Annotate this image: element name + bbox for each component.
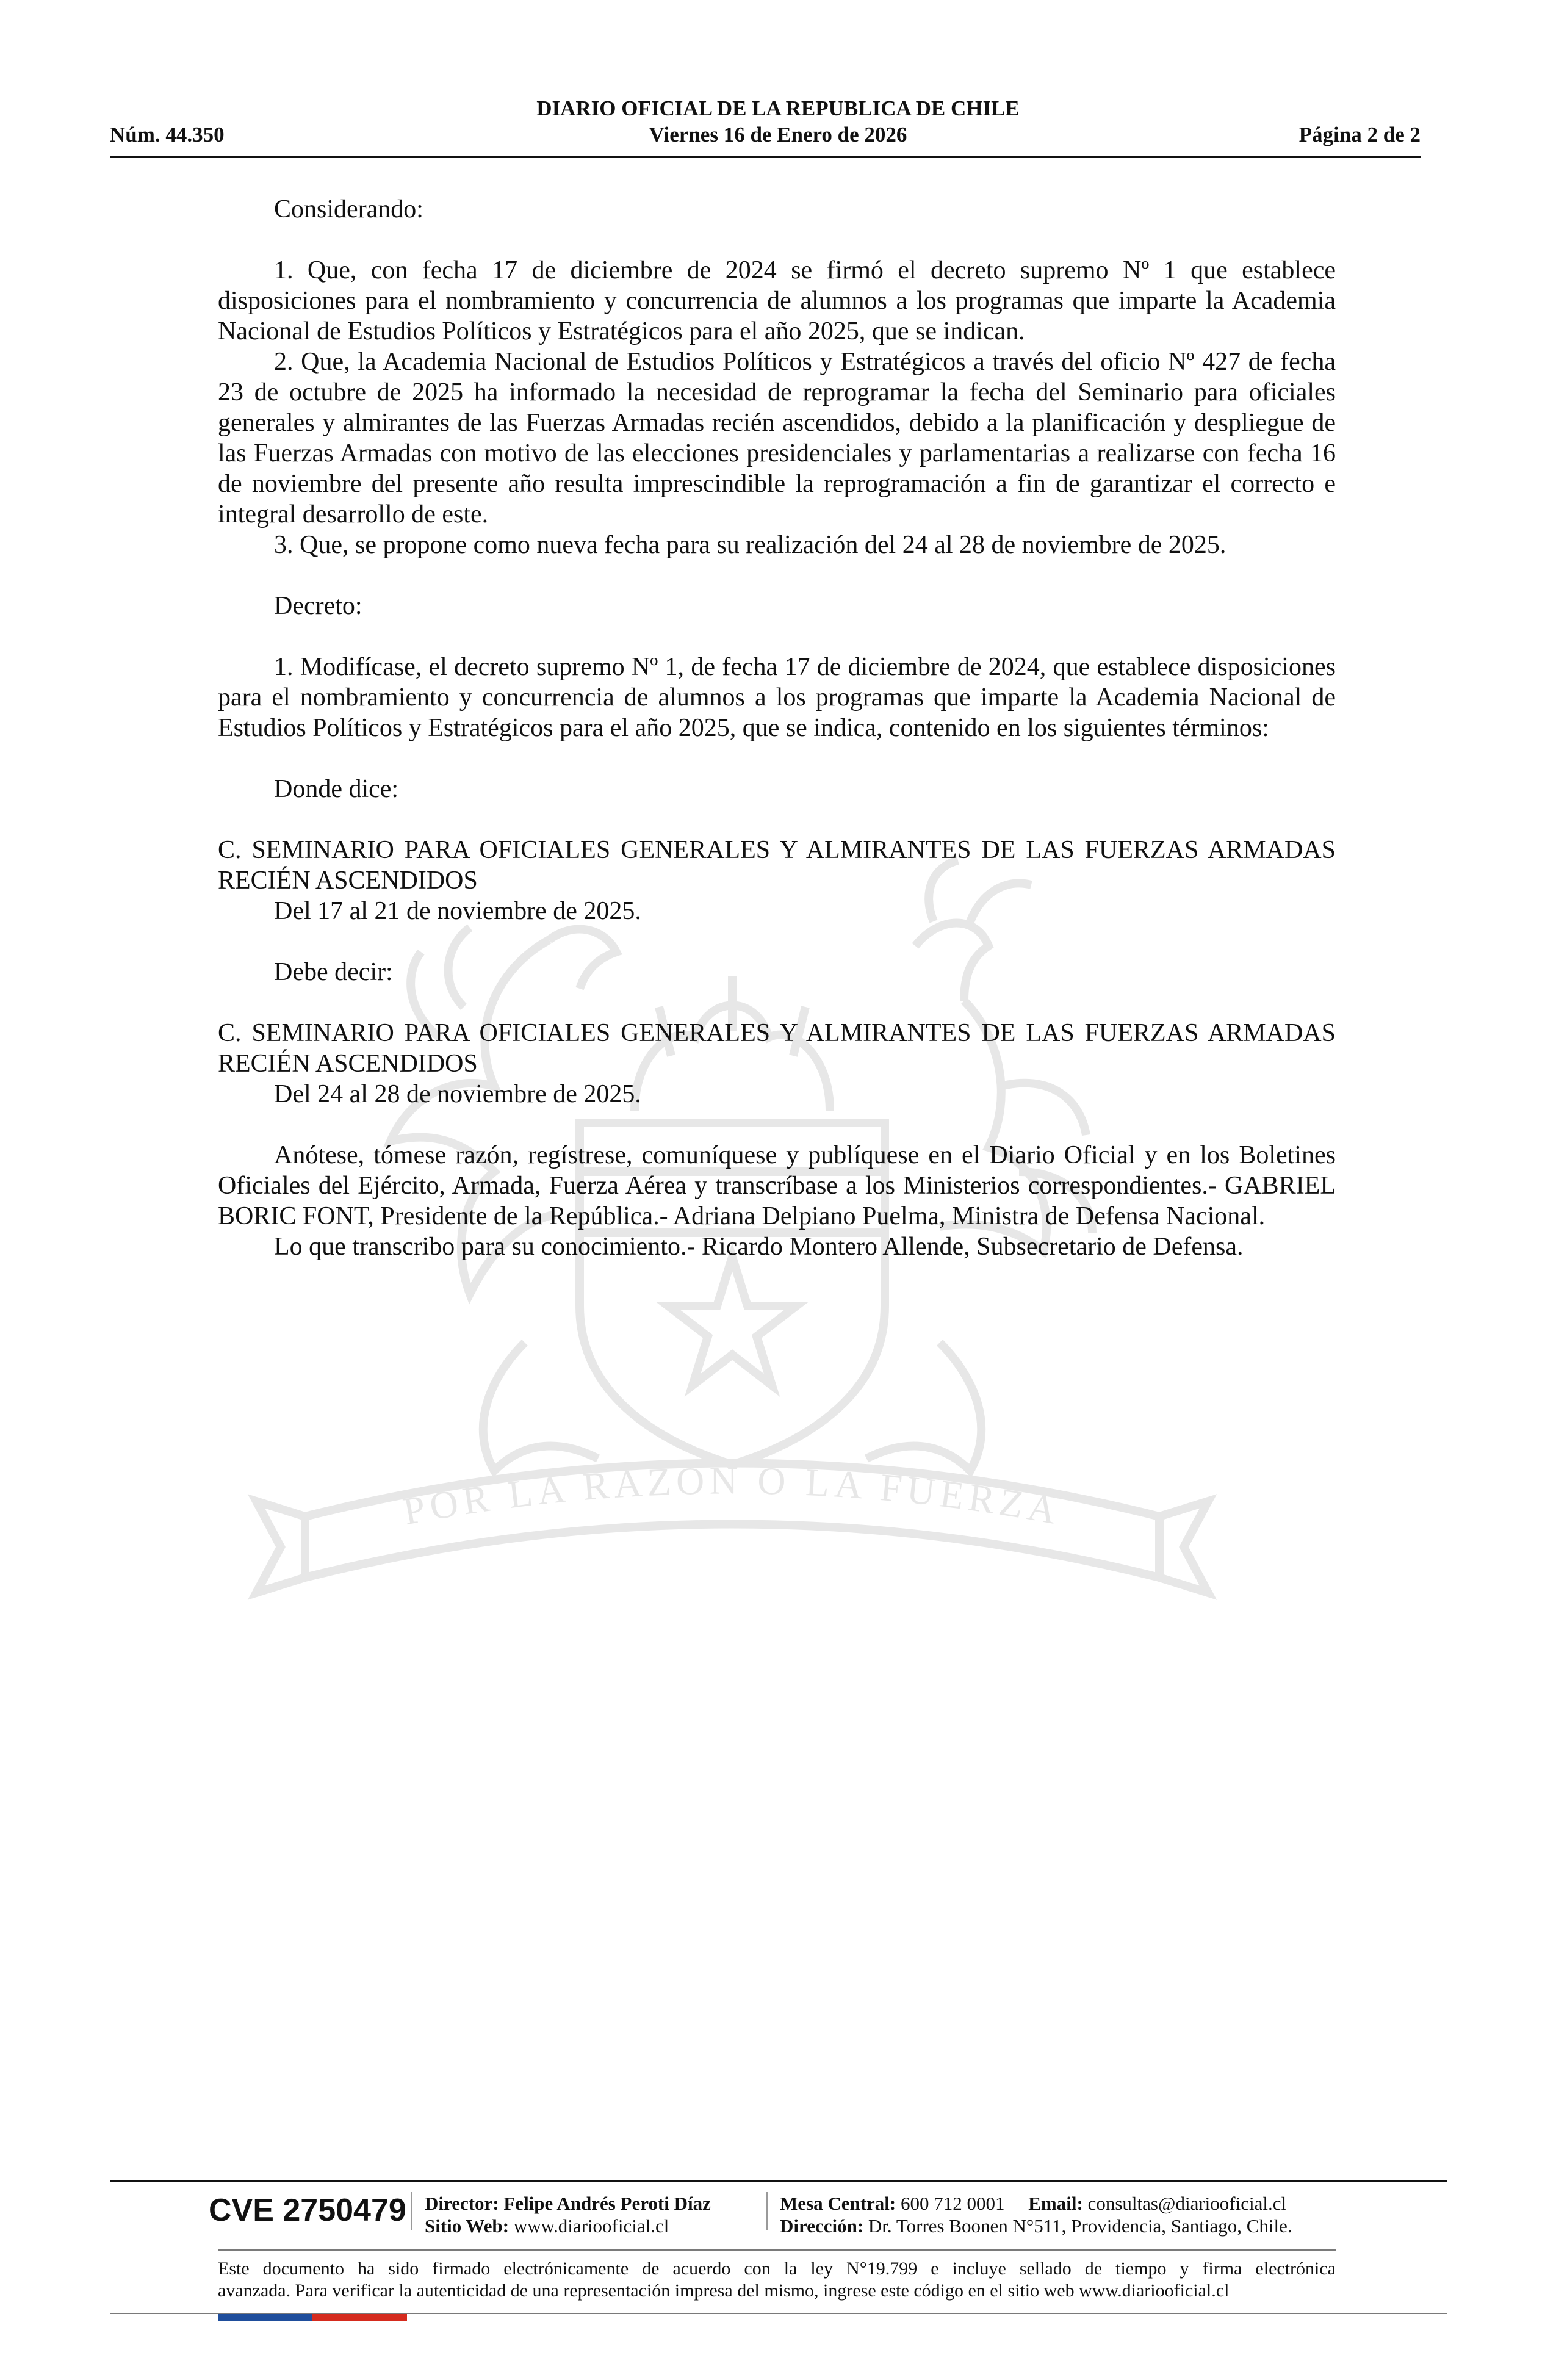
site-link[interactable]: www.diariooficial.cl bbox=[513, 2215, 669, 2237]
considerando-paragraph-1: 1. Que, con fecha 17 de diciembre de 2024 se firmó el decreto supremo Nº 1 que establece disposiciones para el nombramiento y concurrencia de alumnos a los programas que imparte la Academia Nacional de Estudios Políticos y Estratégicos para el año 2025, que se indican. bbox=[218, 256, 1336, 345]
footer-contact-block bbox=[780, 2192, 1292, 2237]
flag-stripe-blue bbox=[218, 2314, 312, 2321]
cve-code: CVE 2750479 bbox=[209, 2193, 406, 2228]
watermark-motto: POR LA RAZÓN O LA FUERZA bbox=[400, 1459, 1065, 1534]
footer-separator bbox=[411, 2192, 412, 2230]
legal-notice-line-2: avanzada. Para verificar la autenticidad de una representación impresa del mismo, ingrese este código en el sitio web www.diariooficial.cl bbox=[218, 2281, 1230, 2301]
header-divider bbox=[110, 156, 1421, 158]
email-label: Email: bbox=[1028, 2193, 1083, 2214]
legal-notice-line-1: Este documento ha sido firmado electrónicamente de acuerdo con la ley N°19.799 e incluye sellado de tiempo y firma electrónica bbox=[218, 2259, 1336, 2279]
phone-value: 600 712 0001 bbox=[901, 2193, 1005, 2214]
footer-divider-middle bbox=[218, 2249, 1336, 2251]
email-link[interactable]: consultas@diariooficial.cl bbox=[1087, 2193, 1287, 2214]
considerando-heading: Considerando: bbox=[274, 195, 423, 223]
address-value: Dr. Torres Boonen N°511, Providencia, Santiago, Chile. bbox=[868, 2215, 1292, 2237]
legal-notice bbox=[218, 2258, 1336, 2302]
publication-title: DIARIO OFICIAL DE LA REPUBLICA DE CHILE bbox=[536, 96, 1020, 120]
site-label: Sitio Web: bbox=[425, 2215, 510, 2237]
debe-decir-heading: Debe decir: bbox=[274, 958, 393, 986]
decree-body bbox=[218, 194, 1336, 1262]
donde-dice-heading: Donde dice: bbox=[274, 775, 399, 803]
considerando-paragraph-2: 2. Que, la Academia Nacional de Estudios Políticos y Estratégicos a través del oficio Nº 427 de fecha 23 de octubre de 2025 ha informado la necesidad de reprogramar la fecha del Seminario para oficiales generales y almirantes de las Fuerzas Armadas recién ascendidos, debido a la planificación y despliegue de las Fuerzas Armadas con motivo de las elecciones presidenciales y parlamentarias a realizarse con fecha 16 de noviembre del presente año resulta imprescindible la reprogramación a fin de garantizar el correcto e integral desarrollo de este. bbox=[218, 348, 1336, 528]
considerando-paragraph-3: 3. Que, se propone como nueva fecha para su realización del 24 al 28 de noviembre de 2025. bbox=[274, 531, 1226, 559]
closing-paragraph: Anótese, tómese razón, regístrese, comuníquese y publíquese en el Diario Oficial y en los Boletines Oficiales del Ejército, Armada, Fuerza Aérea y transcríbase a los Ministerios correspondientes.- GABRIEL BORIC FONT, Presidente de la República.- Adriana Delpiano Puelma, Ministra de Defensa Nacional. bbox=[218, 1141, 1336, 1230]
page-indicator: Página 2 de 2 bbox=[1298, 123, 1421, 146]
decreto-heading: Decreto: bbox=[274, 592, 362, 620]
publication-date: Viernes 16 de Enero de 2026 bbox=[649, 123, 907, 146]
address-label: Dirección: bbox=[780, 2215, 864, 2237]
director-label: Director: bbox=[425, 2193, 499, 2214]
footer-director-block bbox=[425, 2192, 711, 2237]
debe-decir-date: Del 24 al 28 de noviembre de 2025. bbox=[274, 1080, 641, 1108]
issue-number: Núm. 44.350 bbox=[110, 123, 225, 146]
phone-label: Mesa Central: bbox=[780, 2193, 896, 2214]
donde-dice-item: C. SEMINARIO PARA OFICIALES GENERALES Y ALMIRANTES DE LAS FUERZAS ARMADAS RECIÉN ASCENDIDOS bbox=[218, 836, 1336, 895]
debe-decir-item: C. SEMINARIO PARA OFICIALES GENERALES Y ALMIRANTES DE LAS FUERZAS ARMADAS RECIÉN ASCENDIDOS bbox=[218, 1019, 1336, 1078]
donde-dice-date: Del 17 al 21 de noviembre de 2025. bbox=[274, 897, 641, 925]
flag-stripe bbox=[218, 2314, 407, 2321]
director-name: Felipe Andrés Peroti Díaz bbox=[503, 2193, 711, 2214]
footer-separator bbox=[766, 2192, 768, 2230]
decreto-paragraph-1: 1. Modifícase, el decreto supremo Nº 1, de fecha 17 de diciembre de 2024, que establece disposiciones para el nombramiento y concurrencia de alumnos a los programas que imparte la Academia Nacional de Estudios Políticos y Estratégicos para el año 2025, que se indica, contenido en los siguientes términos: bbox=[218, 653, 1336, 742]
transcription-paragraph: Lo que transcribo para su conocimiento.- Ricardo Montero Allende, Subsecretario de Defensa. bbox=[274, 1233, 1244, 1261]
footer-divider-top bbox=[110, 2180, 1447, 2182]
flag-stripe-red bbox=[312, 2314, 407, 2321]
